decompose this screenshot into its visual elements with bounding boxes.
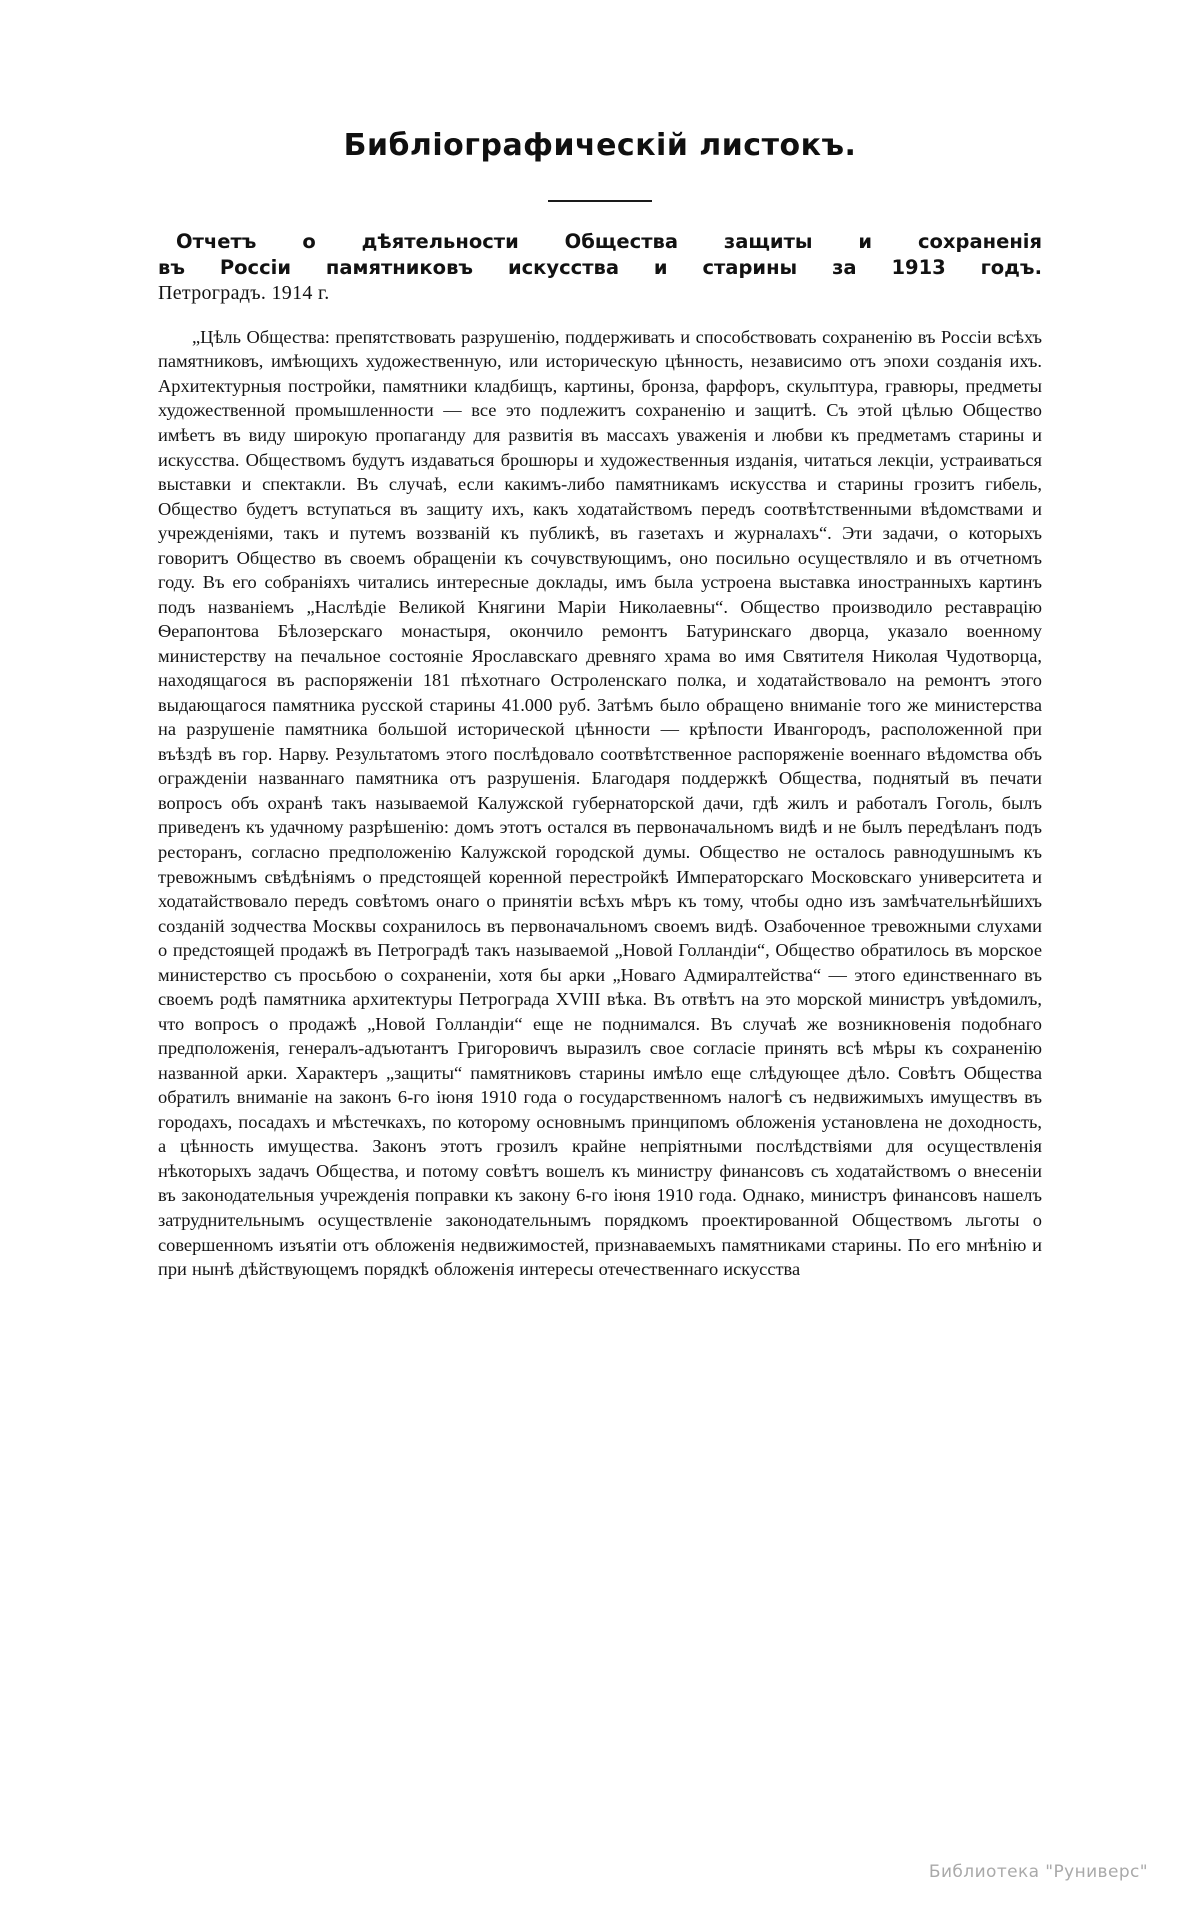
horizontal-rule	[548, 200, 652, 202]
article-heading-line-1: Отчетъ о дѣятельности Общества защиты и сохраненія	[176, 230, 1042, 253]
page-title: Библіографическій листокъ.	[343, 128, 857, 163]
article-heading-line-2: въ Россіи памятниковъ искусства и старины за 1913 годъ.	[158, 255, 1042, 279]
page-content	[158, 128, 1042, 1300]
imprint-line: Петроградъ. 1914 г.	[158, 282, 330, 305]
title-divider	[158, 189, 1042, 207]
library-watermark: Библиотека "Руниверс"	[928, 1862, 1148, 1882]
body-paragraph: „Цѣль Общества: препятствовать разрушенію, поддерживать и способствовать сохраненію въ Россіи всѣхъ памятниковъ, имѣющихъ художественную, или историческую цѣнность, независимо отъ эпохи созданія ихъ. Архитектурныя постройки, памятники кладбищъ, картины, бронза, фарфоръ, скульптура, гравюры, предметы художественной промышленности — все это подлежитъ сохраненію и защитѣ. Съ этой цѣлью Общество имѣетъ въ виду широкую пропаганду для развитія въ массахъ уваженія и любви къ предметамъ старины и искусства. Обществомъ будутъ издаваться брошюры и художественныя изданія, читаться лекціи, устраиваться выставки и спектакли. Въ случаѣ, если какимъ-либо памятникамъ искусства и старины грозитъ гибель, Общество будетъ вступаться въ защиту ихъ, какъ ходатайствомъ передъ соотвѣтственными вѣдомствами и учрежденіями, такъ и путемъ воззваній къ публикѣ, въ газетахъ и журналахъ“. Эти задачи, о которыхъ говоритъ Общество въ своемъ обращеніи къ сочувствующимъ, оно посильно осуществляло и въ отчетномъ году. Въ его собраніяхъ читались интересные доклады, имъ была устроена выставка иностранныхъ картинъ подъ названіемъ „Наслѣдіе Великой Княгини Маріи Николаевны“. Общество производило реставрацію Ѳерапонтова Бѣлозерскаго монастыря, окончило ремонтъ Батуринскаго дворца, указало военному министерству на печальное состояніе Ярославскаго древняго храма во имя Святителя Николая Чудотворца, находящагося въ распоряженіи 181 пѣхотнаго Остроленскаго полка, и ходатайствовало на ремонтъ этого выдающагося памятника русской старины 41.000 руб. Затѣмъ было обращено вниманіе того же министерства на разрушеніе памятника большой исторической цѣнности — крѣпости Ивангородъ, расположенной при въѣздѣ въ гор. Нарву. Результатомъ этого послѣдовало соотвѣтственное распоряженіе военнаго вѣдомства объ огражденіи названнаго памятника отъ разрушенія. Благодаря поддержкѣ Общества, поднятый въ печати вопросъ объ охранѣ такъ называемой Калужской губернаторской дачи, гдѣ жилъ и работалъ Гоголь, былъ приведенъ къ удачному разрѣшенію: домъ этотъ остался въ первоначальномъ видѣ и не былъ передѣланъ подъ ресторанъ, согласно предположенію Калужской городской думы. Общество не осталось равнодушнымъ къ тревожнымъ свѣдѣніямъ о предстоящей коренной перестройкѣ Императорскаго Московскаго университета и ходатайствовало передъ совѣтомъ онаго о принятіи всѣхъ мѣръ къ тому, чтобы одно изъ замѣчательнѣйшихъ созданій зодчества Москвы сохранилось въ первоначальномъ своемъ видѣ. Озабоченное тревожными слухами о предстоящей продажѣ въ Петроградѣ такъ называемой „Новой Голландіи“, Общество обратилось въ морское министерство съ просьбою о сохраненіи, хотя бы арки „Новаго Адмиралтейства“ — этого единственнаго въ своемъ родѣ памятника архитектуры Петрограда XVIII вѣка. Въ отвѣтъ на это морской министръ увѣдомилъ, что вопросъ о продажѣ „Новой Голландіи“ еще не поднимался. Въ случаѣ же возникновенія подобнаго предположенія, генералъ-адъютантъ Григоровичъ выразилъ свое согласіе принять всѣ мѣры къ сохраненію названной арки. Характеръ „защиты“ памятниковъ старины имѣло еще слѣдующее дѣло. Совѣтъ Общества обратилъ вниманіе на законъ 6-го іюня 1910 года о государственномъ налогѣ съ недвижимыхъ имуществъ въ городахъ, посадахъ и мѣстечкахъ, по которому основнымъ принципомъ обложенія установлена не доходность, а цѣнность имущества. Законъ этотъ грозилъ крайне непріятными послѣдствіями для осуществленія нѣкоторыхъ задачъ Общества, и потому совѣтъ вошелъ къ министру финансовъ съ ходатайствомъ о внесеніи въ законодательныя учрежденія поправки къ закону 6-го іюня 1910 года. Однако, министръ финансовъ нашелъ затруднительнымъ осуществленіе законодательнымъ порядкомъ проектированной Обществомъ льготы о совершенномъ изъятіи отъ обложенія недвижимостей, признаваемыхъ памятниками старины. По его мнѣнію и при нынѣ дѣйствующемъ порядкѣ обложенія интересы отечественнаго искусства	[158, 326, 1042, 1280]
article-heading	[158, 229, 1042, 307]
